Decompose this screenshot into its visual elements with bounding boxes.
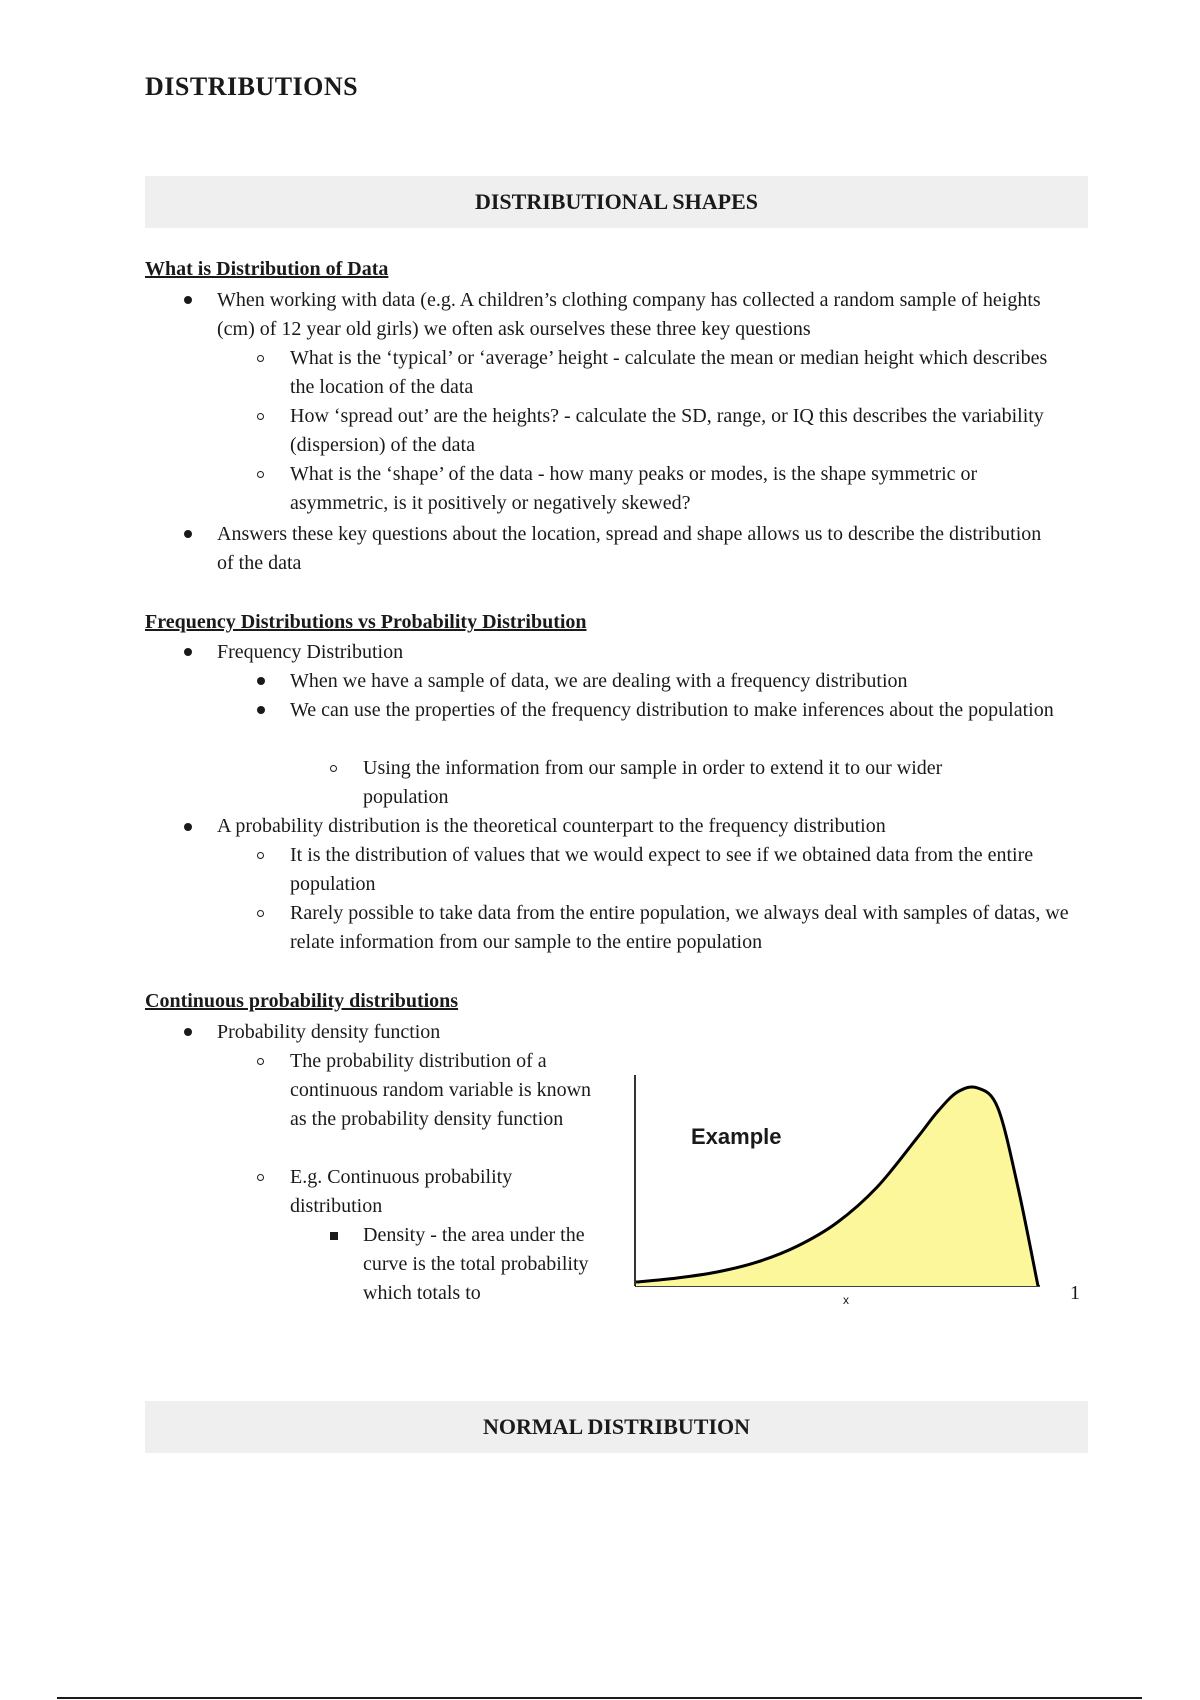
- trailing-value: 1: [1070, 1282, 1080, 1304]
- list-item: Frequency Distribution: [217, 641, 404, 663]
- bullet-dot-icon: [184, 296, 192, 304]
- density-chart: [630, 1070, 1070, 1310]
- bullet-dot-icon: [257, 677, 265, 685]
- x-axis-label: x: [843, 1293, 849, 1307]
- list-item: When working with data (e.g. A children’s clothing company has collected a random sample of heights (cm) of 12 year old girls) we often ask ourselves these three key questions: [217, 289, 1041, 340]
- list-item: E.g. Continuous probability distribution: [290, 1166, 513, 1217]
- list-item: What is the ‘typical’ or ‘average’ height - calculate the mean or median height which describes the location of the data: [290, 347, 1048, 398]
- section-heading-continuous-probability: Continuous probability distributions: [145, 990, 459, 1012]
- bullet-circle-icon: [257, 471, 264, 478]
- bullet-dot-icon: [184, 530, 192, 538]
- list-item: Answers these key questions about the location, spread and shape allows us to describe the distribution of the data: [217, 523, 1042, 574]
- density-area: [636, 1087, 1038, 1286]
- bullet-circle-icon: [257, 910, 264, 917]
- bullet-circle-icon: [257, 852, 264, 859]
- list-item: Rarely possible to take data from the entire population, we always deal with samples of datas, we relate information from our sample to the entire population: [290, 902, 1069, 953]
- list-item: Probability density function: [217, 1021, 441, 1043]
- chart-title: Example: [691, 1124, 782, 1149]
- list-item: When we have a sample of data, we are dealing with a frequency distribution: [290, 670, 908, 692]
- list-item: The probability distribution of a continuous random variable is known as the probability density function: [290, 1050, 592, 1130]
- bullet-circle-icon: [257, 413, 264, 420]
- bullet-dot-icon: [184, 648, 192, 656]
- page-title: DISTRIBUTIONS: [145, 72, 359, 101]
- bullet-square-icon: [330, 1232, 338, 1240]
- bullet-dot-icon: [184, 1028, 192, 1036]
- list-item: A probability distribution is the theoretical counterpart to the frequency distribution: [217, 815, 886, 837]
- bullet-circle-icon: [257, 1058, 264, 1065]
- section-band-distributional-shapes: [145, 176, 1088, 228]
- band-title: DISTRIBUTIONAL SHAPES: [474, 189, 759, 214]
- bullet-dot-icon: [257, 706, 265, 714]
- bullet-circle-icon: [330, 765, 337, 772]
- list-item: How ‘spread out’ are the heights? - calculate the SD, range, or IQ this describes the variability (dispersion) of the data: [290, 405, 1044, 456]
- list-item: What is the ‘shape’ of the data - how many peaks or modes, is the shape symmetric or asymmetric, is it positively or negatively skewed?: [290, 463, 978, 514]
- list-item: We can use the properties of the frequency distribution to make inferences about the population: [290, 699, 1054, 721]
- list-item: Density - the area under the curve is the total probability which totals to: [363, 1224, 589, 1304]
- bottom-rule: [57, 1697, 1142, 1699]
- bullet-dot-icon: [184, 823, 192, 831]
- bullet-circle-icon: [257, 355, 264, 362]
- bullet-circle-icon: [257, 1174, 264, 1181]
- section-heading-what-is-distribution: What is Distribution of Data: [145, 258, 389, 280]
- list-item: Using the information from our sample in order to extend it to our wider population: [363, 757, 943, 808]
- band-title: NORMAL DISTRIBUTION: [482, 1414, 751, 1439]
- section-band-normal-distribution: [145, 1401, 1088, 1453]
- section-heading-frequency-vs-probability: Frequency Distributions vs Probability Distribution: [145, 611, 587, 633]
- list-item: It is the distribution of values that we would expect to see if we obtained data from the entire population: [290, 844, 1034, 895]
